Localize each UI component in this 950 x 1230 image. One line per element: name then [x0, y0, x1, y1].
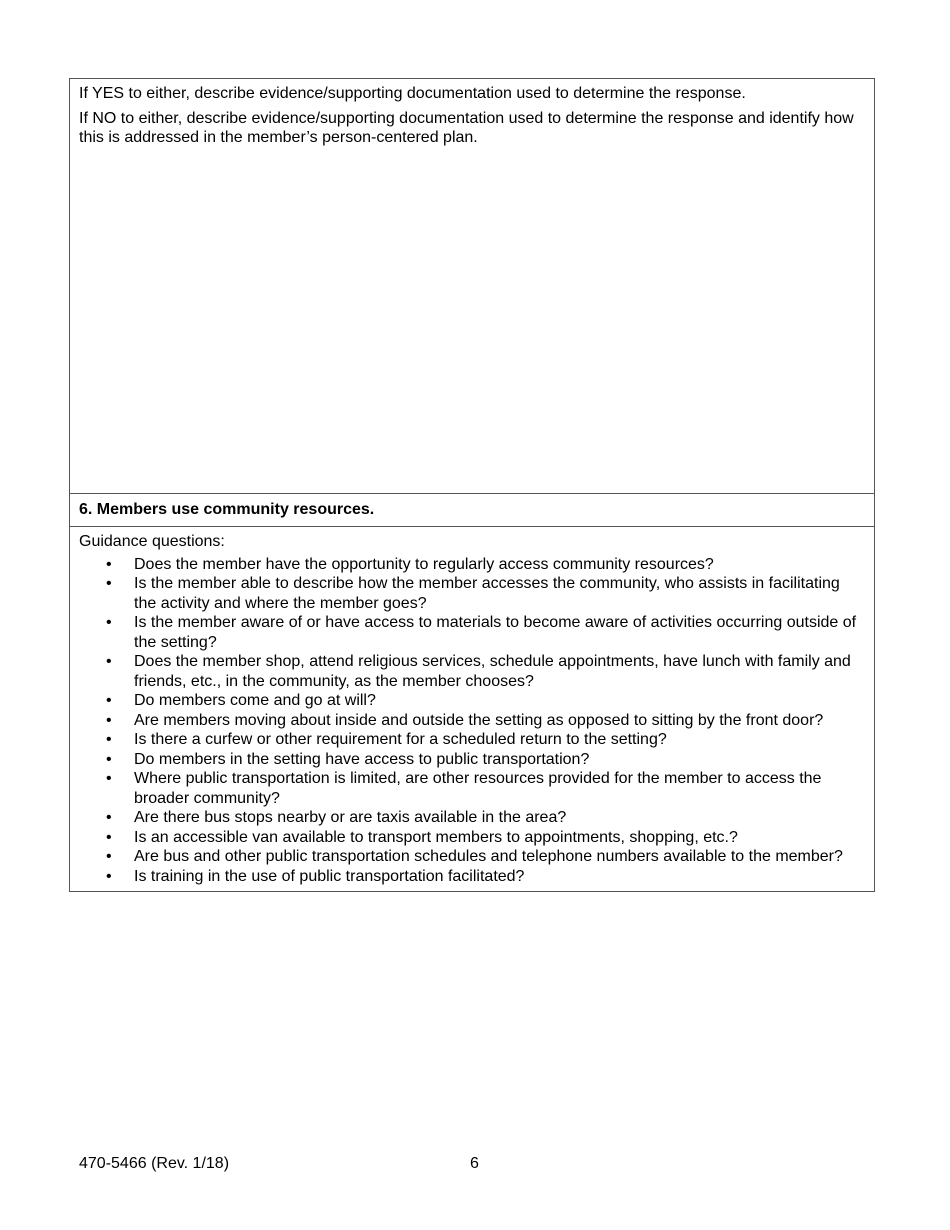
- question-text: Does the member have the opportunity to regularly access community resources?: [134, 555, 714, 573]
- question-text: Are there bus stops nearby or are taxis available in the area?: [134, 809, 567, 826]
- form-number: 470-5466 (Rev. 1/18): [79, 1155, 230, 1172]
- bullet-icon: •: [106, 809, 112, 826]
- list-item: [79, 828, 865, 848]
- question-text: Is the member aware of or have access to materials to become aware of activities occurring outside of the setting?: [134, 614, 857, 651]
- no-instruction: If NO to either, describe evidence/supporting documentation used to determine the response and identify how this is addressed in the member’s person-centered plan.: [79, 109, 854, 146]
- bullet-icon: •: [106, 555, 112, 573]
- bullet-icon: •: [106, 828, 112, 846]
- question-text: Is the member able to describe how the member accesses the community, who assists in facilitating the activity and where the member goes?: [134, 575, 840, 612]
- list-item: [79, 769, 865, 808]
- list-item: [79, 711, 865, 731]
- section-heading: 6. Members use community resources.: [70, 493, 874, 526]
- page-number: 6: [470, 1155, 479, 1172]
- list-item: [79, 867, 865, 887]
- list-item: [79, 555, 865, 575]
- question-text: Are bus and other public transportation schedules and telephone numbers available to the member?: [134, 848, 843, 865]
- bullet-icon: •: [106, 653, 112, 670]
- bullet-icon: •: [106, 848, 112, 865]
- bullet-icon: •: [106, 692, 112, 709]
- question-text: Do members in the setting have access to public transportation?: [134, 750, 590, 768]
- list-item: [79, 574, 865, 613]
- bullet-icon: •: [106, 731, 112, 748]
- question-text: Does the member shop, attend religious services, schedule appointments, have lunch with family and friends, etc., in the community, as the member chooses?: [134, 653, 851, 690]
- bullet-icon: •: [106, 770, 112, 787]
- question-text: Is an accessible van available to transport members to appointments, shopping, etc.?: [134, 828, 738, 846]
- question-text: Is training in the use of public transportation facilitated?: [134, 867, 525, 885]
- bullet-icon: •: [106, 575, 112, 592]
- guidance-label: Guidance questions:: [79, 533, 225, 550]
- guidance-question-list: [79, 555, 865, 887]
- guidance-section: [70, 526, 874, 891]
- list-item: [79, 730, 865, 750]
- question-text: Do members come and go at will?: [134, 692, 376, 709]
- question-text: Are members moving about inside and outside the setting as opposed to sitting by the front door?: [134, 711, 824, 729]
- list-item: [79, 652, 865, 691]
- list-item: [79, 847, 865, 867]
- yes-instruction: If YES to either, describe evidence/supporting documentation used to determine the response.: [79, 85, 746, 102]
- question-text: Where public transportation is limited, are other resources provided for the member to access the broader community?: [134, 770, 822, 807]
- bullet-icon: •: [106, 614, 112, 631]
- bullet-icon: •: [106, 867, 112, 885]
- bullet-icon: •: [106, 711, 112, 729]
- list-item: [79, 808, 865, 828]
- list-item: [79, 613, 865, 652]
- list-item: [79, 750, 865, 770]
- evidence-response-box[interactable]: [70, 79, 874, 493]
- question-text: Is there a curfew or other requirement for a scheduled return to the setting?: [134, 731, 667, 748]
- list-item: [79, 691, 865, 711]
- bullet-icon: •: [106, 750, 112, 768]
- form-table: [69, 78, 875, 892]
